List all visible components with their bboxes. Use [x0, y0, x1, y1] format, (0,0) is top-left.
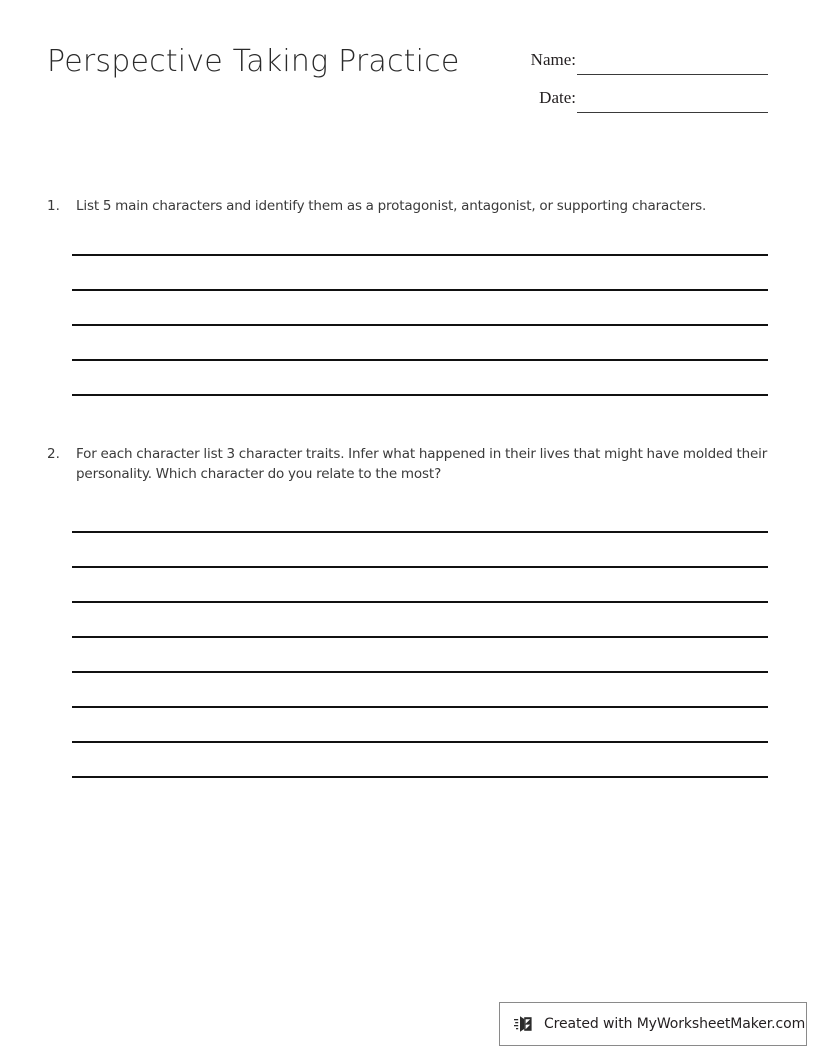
question-block-1 — [0, 196, 816, 230]
name-date-block — [512, 50, 772, 126]
answer-line[interactable] — [72, 671, 768, 673]
answer-line[interactable] — [72, 394, 768, 396]
created-with-badge[interactable] — [499, 1002, 807, 1046]
question-1-row — [0, 196, 816, 216]
name-input-rule[interactable] — [577, 74, 768, 75]
answer-line[interactable] — [72, 776, 768, 778]
question-2-text: For each character list 3 character traits. Infer what happened in their lives that might have molded their personality. Which character do you relate to the most? — [76, 446, 768, 482]
answer-line[interactable] — [72, 601, 768, 603]
answer-line[interactable] — [72, 254, 768, 256]
answer-line[interactable] — [72, 359, 768, 361]
answer-line[interactable] — [72, 741, 768, 743]
name-field-label: Name: — [530, 50, 576, 69]
answer-line[interactable] — [72, 636, 768, 638]
answer-line[interactable] — [72, 289, 768, 291]
answer-line[interactable] — [72, 531, 768, 533]
question-2-row — [0, 444, 816, 484]
name-field-row — [512, 50, 772, 88]
worksheet-maker-logo-icon — [514, 1013, 536, 1035]
date-field-row — [512, 88, 772, 126]
question-1-number: 1. — [47, 198, 60, 214]
question-block-2 — [0, 444, 816, 498]
question-1-text: List 5 main characters and identify them as a protagonist, antagonist, or supporting characters. — [76, 198, 707, 214]
question-2-number: 2. — [47, 446, 60, 462]
worksheet-header — [0, 0, 816, 150]
answer-line[interactable] — [72, 324, 768, 326]
date-input-rule[interactable] — [577, 112, 768, 113]
answer-line[interactable] — [72, 566, 768, 568]
page-title: Perspective Taking Practice — [47, 44, 460, 79]
created-with-label: Created with MyWorksheetMaker.com — [544, 1016, 806, 1032]
date-field-label: Date: — [539, 88, 576, 107]
answer-line[interactable] — [72, 706, 768, 708]
